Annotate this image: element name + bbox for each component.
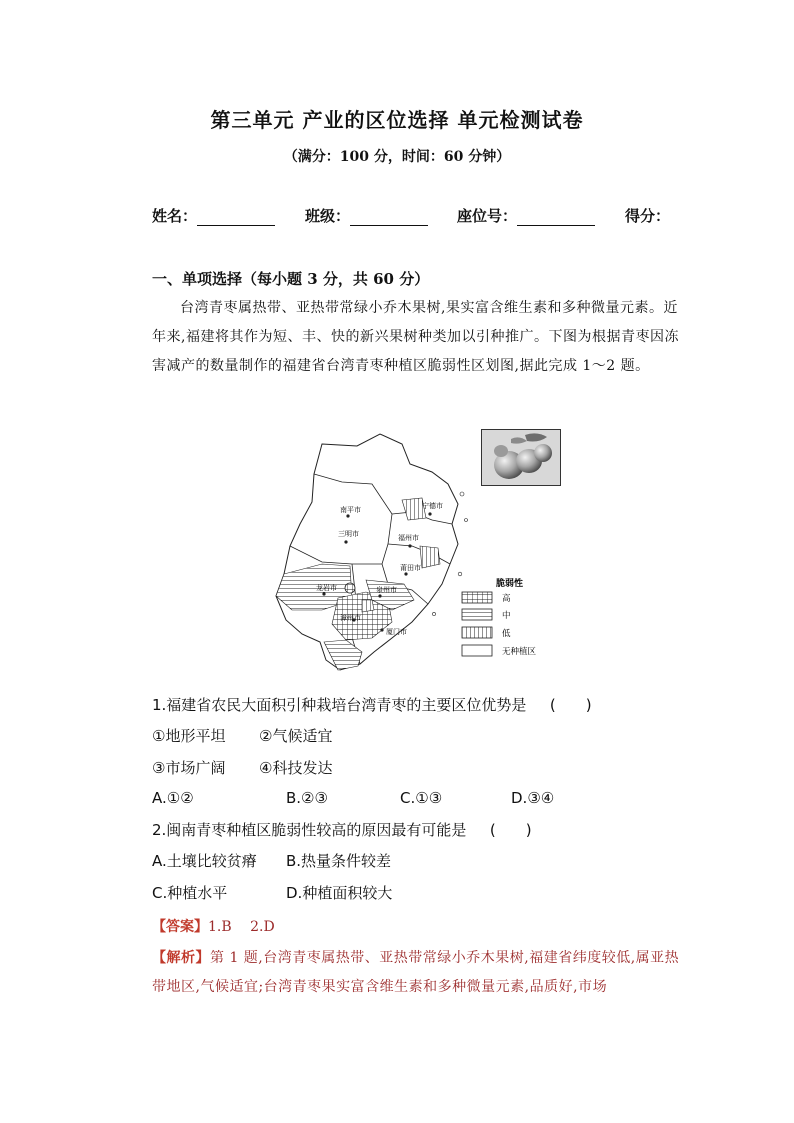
legend-swatch-mid	[462, 609, 492, 620]
legend-swatch-none	[462, 645, 492, 656]
q1-option-b: B.②③	[286, 789, 328, 807]
page-title: 第三单元 产业的区位选择 单元检测试卷	[210, 108, 584, 132]
q1-statement-2: ②气候适宜	[259, 727, 333, 745]
legend-mid: 中	[502, 611, 511, 621]
q1-statement-4: ④科技发达	[259, 759, 333, 777]
intro-text: 台湾青枣属热带、亚热带常绿小乔木果树,果实富含维生素和多种微量元素。近年来,福建将其作为短、丰、快的新兴果树种类加以引种推广。下图为根据青枣因冻害减产的数量制作的福建省台湾青枣种植区脆弱性区划图,据此完成 1～2 题。	[152, 300, 679, 374]
city-putian: 莆田市	[400, 564, 421, 572]
city-ningde: 宁德市	[422, 502, 443, 510]
legend-swatch-high	[462, 592, 492, 603]
city-fuzhou: 福州市	[398, 534, 419, 542]
q1-option-c: C.①③	[400, 789, 443, 807]
intro-paragraph	[152, 294, 692, 381]
answer-text: 1.B 2.D	[208, 919, 275, 935]
analysis-label: 【解析】	[152, 950, 210, 966]
city-longyan: 龙岩市	[316, 584, 337, 592]
score-label: 得分：	[625, 207, 671, 225]
class-field	[305, 205, 428, 226]
q1-stem-text: 1.福建省农民大面积引种栽培台湾青枣的主要区位优势是	[152, 696, 527, 714]
q2-stem-text: 2.闽南青枣种植区脆弱性较高的原因最有可能是	[152, 821, 467, 839]
seat-field	[457, 205, 595, 226]
q2-paren: ( )	[489, 821, 532, 839]
seat-label: 座位号：	[457, 207, 518, 225]
name-field	[152, 205, 275, 226]
analysis-paragraph	[152, 944, 682, 1002]
q1-statement-1: ①地形平坦	[152, 727, 226, 745]
jujube-photo	[481, 429, 561, 486]
legend-none: 无种植区	[502, 647, 537, 657]
name-label: 姓名：	[152, 207, 198, 225]
score-field	[625, 205, 670, 226]
legend-title: 脆弱性	[496, 579, 524, 589]
city-zhangzhou: 漳州市	[340, 614, 361, 622]
xiamen-marker	[345, 583, 355, 593]
q1-paren: ( )	[549, 696, 592, 714]
class-blank	[350, 209, 428, 226]
q1-option-a: A.①②	[152, 789, 194, 807]
answer-label: 【答案】	[152, 919, 208, 935]
q1-stem	[152, 694, 592, 715]
city-xiamen: 厦门市	[386, 628, 407, 636]
legend-high: 高	[502, 594, 511, 604]
q2-option-b: B.热量条件较差	[286, 852, 392, 870]
section-title: 一、单项选择（每小题 3 分，共 60 分）	[152, 270, 430, 288]
zone-putian-low	[362, 600, 374, 612]
class-label: 班级：	[305, 207, 351, 225]
q1-statement-3: ③市场广阔	[152, 759, 226, 777]
exam-subtitle: （满分：100 分，时间：60 分钟）	[283, 149, 511, 165]
q2-option-d: D.种植面积较大	[286, 884, 393, 902]
q2-stem	[152, 819, 532, 840]
city-sanming: 三明市	[338, 530, 359, 538]
q2-option-a: A.土壤比较贫瘠	[152, 852, 257, 870]
city-quanzhou: 泉州市	[376, 586, 397, 594]
answer-line	[152, 916, 275, 936]
zone-fuzhou-low	[420, 546, 440, 568]
seat-blank	[517, 209, 595, 226]
name-blank	[197, 209, 275, 226]
legend-swatch-low	[462, 627, 492, 638]
q1-option-d: D.③④	[511, 789, 555, 807]
q2-option-c: C.种植水平	[152, 884, 228, 902]
city-nanping: 南平市	[340, 506, 361, 514]
analysis-text: 第 1 题,台湾青枣属热带、亚热带常绿小乔木果树,福建省纬度较低,属亚热带地区,气候适宜;台湾青枣果实富含维生素和多种微量元素,品质好,市场	[152, 950, 680, 995]
legend-low: 低	[502, 629, 511, 639]
